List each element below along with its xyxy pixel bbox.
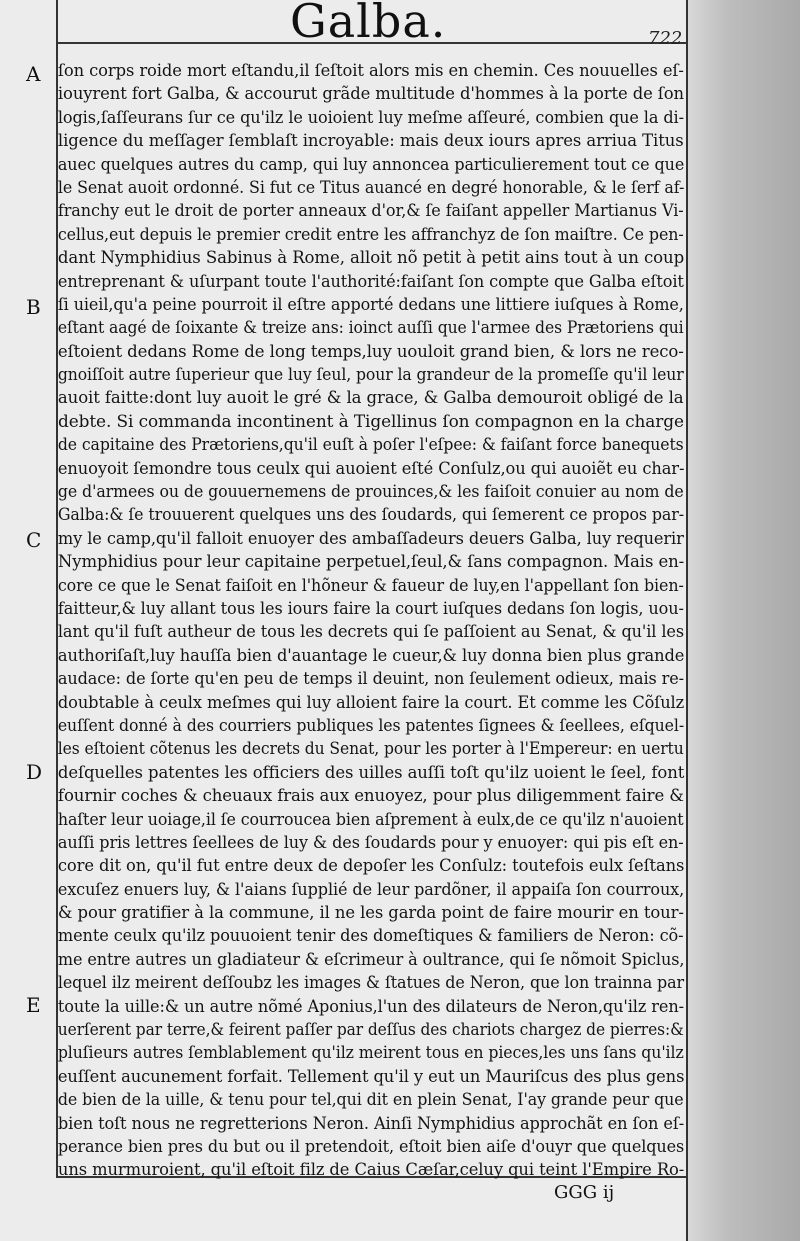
text-line: haſter leur uoiage,il ſe courroucea bien aſprement à eulx,de ce qu'ilz n'auoient: [57, 809, 684, 830]
text-line: auec quelques autres du camp, qui luy annoncea particulierement tout ce que: [57, 154, 685, 175]
text-line: fournir coches & cheuaux frais aux enuoyez, pour plus diligemment faire &: [57, 786, 684, 807]
text-line: debte. Si commanda incontinent à Tigellinus ſon compagnon en la charge: [57, 411, 684, 432]
signature-mark: GGG ij: [554, 1182, 615, 1203]
text-line: ligence du meſſager ſemblaſt incroyable: mais deux iours apres arriua Titus: [57, 131, 684, 152]
text-line: gnoiſſoit autre ſuperieur que luy ſeul, pour la grandeur de la promeſſe qu'il leur: [57, 365, 684, 386]
text-line: faitteur,& luy allant tous les iours faire la court iuſques dedans ſon logis, uou-: [57, 598, 684, 619]
text-line: logis,ſaſſeurans ſur ce qu'ilz le uoioient luy meſme aſſeuré, combien que la di-: [57, 107, 684, 128]
text-line: uns murmuroient, qu'il eſtoit filz de Caius Cæſar,celuy qui teint l'Empire Ro-: [57, 1160, 685, 1181]
text-line: le Senat auoit ordonné. Si fut ce Titus auancé en degré honorable, & le ſerf af-: [57, 177, 685, 198]
text-line: euſſent aucunement forfait. Tellement qu'il y eut un Mauriſcus des plus gens: [57, 1066, 685, 1087]
margin-letter-c: C: [26, 528, 42, 552]
text-line: dant Nymphidius Sabinus à Rome, alloit nõ petit à petit ains tout à un coup: [57, 248, 685, 269]
text-line: Galba:& ſe trouuerent quelques uns des ſoudards, qui ſemerent ce propos par-: [57, 505, 685, 526]
text-line: eſtoient dedans Rome de long temps,luy uouloit grand bien, & lors ne reco-: [57, 341, 684, 362]
text-line: my le camp,qu'il falloit enuoyer des ambaſſadeurs deuers Galba, luy requerir: [57, 528, 684, 549]
text-line: auſſi pris lettres ſeellees de luy & des ſoudards pour y enuoyer: qui pis eſt en-: [57, 832, 684, 853]
text-line: perance bien pres du but ou il pretendoit, eſtoit bien aiſe d'ouyr que quelques: [57, 1136, 685, 1157]
text-line: les eſtoient cõtenus les decrets du Senat, pour les porter à l'Empereur: en uertu: [57, 739, 684, 760]
text-line: excuſez enuers luy, & l'aians ſupplié de leur pardõner, il appaiſa ſon courroux,: [57, 879, 685, 900]
text-line: ge d'armees ou de gouuernemens de prouinces,& les faiſoit conuier au nom de: [57, 482, 684, 503]
text-line: cellus,eut depuis le premier credit entre les affranchyz de ſon maiſtre. Ce pen-: [57, 224, 684, 245]
text-line: lequel ilz meirent deſſoubz les images & ſtatues de Neron, que lon trainna par: [57, 973, 685, 994]
text-line: auoit faitte:dont luy auoit le gré & la grace, & Galba demouroit obligé de la: [57, 388, 684, 409]
text-line: lant qu'il fuſt autheur de tous les decrets qui ſe paſſoient au Senat, & qu'il les: [57, 622, 685, 643]
text-line: bien toſt nous ne regretterions Neron. Ainſi Nymphidius approchãt en ſon eſ-: [57, 1113, 685, 1134]
margin-letter-e: E: [26, 993, 41, 1017]
text-line: core dit on, qu'il fut entre deux de depoſer les Conſulz: toutefois eulx ſeſtans: [57, 856, 685, 877]
running-head: Galba.: [290, 0, 447, 48]
text-line: me entre autres un gladiateur & eſcrimeur à oultrance, qui ſe nõmoit Spiclus,: [57, 949, 685, 970]
text-line: deſquelles patentes les officiers des uilles auſſi toſt qu'ilz uoient le ſeel, font: [57, 762, 685, 783]
text-line: doubtable à ceulx meſmes qui luy alloient faire la court. Et comme les Cõſulz: [57, 692, 685, 713]
text-line: franchy eut le droit de porter anneaux d'or,& ſe faiſant appeller Martianus Vi-: [57, 201, 684, 222]
text-line: authoriſaſt,luy hauſſa bien d'auantage le cueur,& luy donna bien plus grande: [57, 645, 685, 666]
text-line: Nymphidius pour leur capitaine perpetuel,ſeul,& ſans compagnon. Mais en-: [57, 552, 685, 573]
margin-letter-a: A: [26, 62, 41, 86]
text-line: entreprenant & uſurpant toute l'authorité:faiſant ſon compte que Galba eſtoit: [57, 271, 684, 292]
text-line: iouyrent fort Galba, & accourut grãde multitude d'hommes à la porte de ſon: [57, 84, 684, 105]
text-line: de bien de la uille, & tenu pour tel,qui dit en plein Senat, I'ay grande peur que: [57, 1090, 684, 1111]
text-line: eſtant aagé de ſoixante & treize ans: ioinct auſſi que l'armee des Prætoriens qui: [57, 318, 684, 339]
text-line: uerſerent par terre,& feirent paſſer par deſſus des chariots chargez de pierres:&: [57, 1020, 684, 1041]
text-line: de capitaine des Prætoriens,qu'il euſt à poſer l'eſpee: & faiſant force banequets: [57, 435, 684, 456]
text-line: ſon corps roide mort eſtandu,il ſeſtoit alors mis en chemin. Ces nouuelles eſ-: [57, 61, 684, 81]
text-line: mente ceulx qu'ilz pouuoient tenir des domeſtiques & familiers de Neron: cõ-: [57, 926, 684, 947]
margin-letter-d: D: [26, 760, 43, 784]
body-text: [56, 60, 688, 1183]
text-line: pluſieurs autres ſemblablement qu'ilz meirent tous en pieces,les uns ſans qu'ilz: [57, 1043, 684, 1064]
text-line: audace: de ſorte qu'en peu de temps il deuint, non ſeulement odieux, mais re-: [57, 669, 684, 690]
text-line: euſſent donné à des courriers publiques les patentes ſignees & ſeellees, eſquel-: [57, 715, 685, 736]
text-line: enuoyoit ſemondre tous ceulx qui auoient eſté Conſulz,ou qui auoiẽt eu char-: [57, 458, 685, 479]
page-number: 722: [648, 28, 683, 49]
binding-gutter: [688, 0, 800, 1241]
text-line: core ce que le Senat faiſoit en l'hõneur & faueur de luy,en l'appellant ſon bien-: [57, 575, 684, 596]
margin-letter-b: B: [26, 295, 41, 319]
text-line: & pour gratifier à la commune, il ne les garda point de faire mourir en tour-: [57, 903, 684, 924]
text-line: toute la uille:& un autre nõmé Aponius,l'un des dilateurs de Neron,qu'ilz ren-: [57, 996, 684, 1017]
text-line: ſi uieil,qu'a peine pourroit il eſtre apporté dedans une littiere iuſques à Rome,: [57, 294, 684, 315]
